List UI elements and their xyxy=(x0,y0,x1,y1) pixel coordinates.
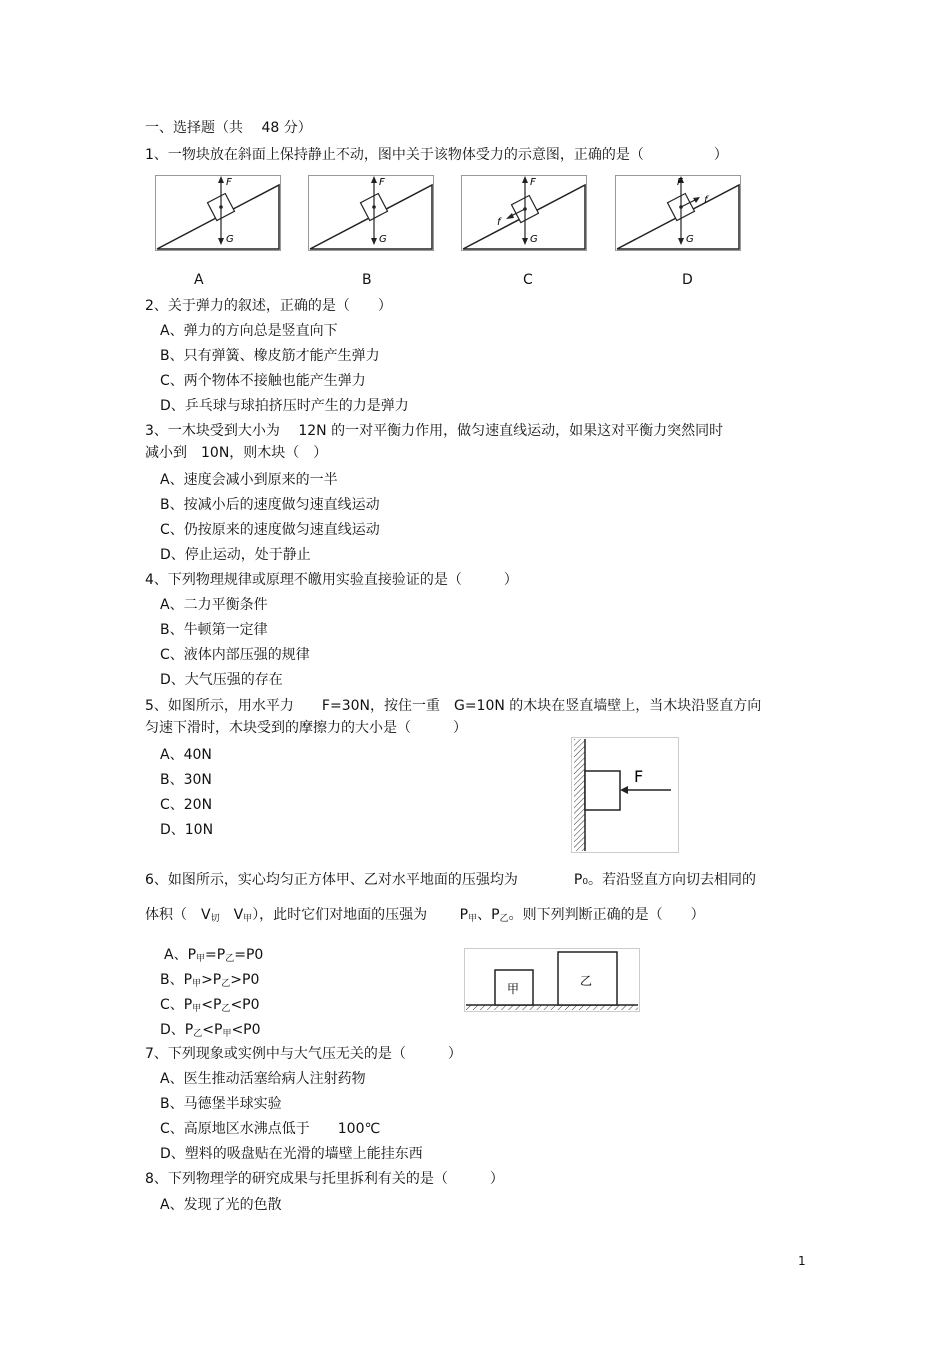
q1-label-b: B xyxy=(362,272,372,288)
q3-option-b: B、按减小后的速度做匀速直线运动 xyxy=(160,497,380,513)
q1-figure-b xyxy=(308,175,434,251)
question-2-stem: 2、关于弹力的叙述，正确的是（ ） xyxy=(145,298,392,314)
q3-option-c: C、仍按原来的速度做匀速直线运动 xyxy=(160,522,380,538)
force-label-g: G xyxy=(226,234,234,245)
svg-text:f: f xyxy=(497,217,501,228)
q1-figure-c xyxy=(461,175,587,251)
force-label: F xyxy=(634,767,644,786)
q7-option-a: A、医生推动活塞给病人注射药物 xyxy=(160,1071,366,1087)
q2-option-c: C、两个物体不接触也能产生弹力 xyxy=(160,373,366,389)
q4-option-b: B、牛顿第一定律 xyxy=(160,622,268,638)
block-yi-label: 乙 xyxy=(580,974,593,988)
q7-option-c: C、高原地区水沸点低于 100℃ xyxy=(160,1121,381,1137)
q1-figure-a xyxy=(155,175,281,251)
q5-option-a: A、40N xyxy=(160,747,212,763)
svg-text:F: F xyxy=(677,177,683,188)
q7-option-b: B、马德堡半球实验 xyxy=(160,1096,282,1112)
question-6-stem-line1: 6、如图所示，实心均匀正方体甲、乙对水平地面的压强均为 P₀。若沿竖直方向切去相同的 xyxy=(145,872,756,888)
q6-option-b: B、$P_甲>P_乙>P0$ xyxy=(160,972,260,989)
block-jia-label: 甲 xyxy=(507,982,520,996)
q3-option-a: A、速度会减小到原来的一半 xyxy=(160,472,338,488)
question-4-stem: 4、下列物理规律或原理不皦用实验直接验证的是（ ） xyxy=(145,572,518,588)
q6-option-a: A、$P_甲=P_乙=P0$ xyxy=(164,947,264,964)
svg-text:G: G xyxy=(379,234,387,245)
q1-label-d: D xyxy=(682,272,693,288)
question-5-stem-line2: 匀速下滑时，木块受到的摩擦力的大小是（ ） xyxy=(145,720,467,736)
question-8-stem: 8、下列物理学的研究成果与托里拆利有关的是（ ） xyxy=(145,1171,504,1187)
question-5-stem-line1: 5、如图所示，用水平力 F=30N，按住一重 G=10N 的木块在竖直墙壁上，当木块沿竖直方向 xyxy=(145,698,762,714)
q7-option-d: D、塑料的吸盘贴在光滑的墙壁上能挂东西 xyxy=(160,1146,423,1162)
svg-text:F: F xyxy=(530,177,536,188)
q1-figure-d xyxy=(615,175,741,251)
question-7-stem: 7、下列现象或实例中与大气压无关的是（ ） xyxy=(145,1046,462,1062)
question-6-stem-line2: 体积（ $V_切$ $V_甲$），此时它们对地面的压强为 $P_甲$、$P_乙$。则下列判断正确的是（ ） xyxy=(145,907,705,924)
q5-option-d: D、10N xyxy=(160,822,214,838)
q6-blocks-figure xyxy=(464,948,640,1012)
section-title: 一、选择题（共 48 分） xyxy=(145,120,312,136)
q4-option-c: C、液体内部压强的规律 xyxy=(160,647,310,663)
q5-option-b: B、30N xyxy=(160,772,212,788)
q2-option-a: A、弹力的方向总是竖直向下 xyxy=(160,323,338,339)
q2-option-b: B、只有弹簧、橡皮筋才能产生弹力 xyxy=(160,348,380,364)
q1-label-a: A xyxy=(194,272,204,288)
q5-wall-figure xyxy=(571,737,679,853)
svg-text:F: F xyxy=(379,177,385,188)
svg-text:G: G xyxy=(530,234,538,245)
page-number: 1 xyxy=(798,1254,806,1268)
question-3-stem-line1: 3、一木块受到大小为 12N 的一对平衡力作用，做匀速直线运动，如果这对平衡力突然同时 xyxy=(145,423,724,439)
q1-label-c: C xyxy=(523,272,533,288)
q5-option-c: C、20N xyxy=(160,797,213,813)
q6-option-c: C、$P_甲<P_乙<P0$ xyxy=(160,997,260,1014)
svg-text:G: G xyxy=(686,234,694,245)
q2-option-d: D、乒乓球与球拍挤压时产生的力是弹力 xyxy=(160,398,409,414)
q4-option-a: A、二力平衡条件 xyxy=(160,597,268,613)
question-1-stem: 1、一物块放在斜面上保持静止不动，图中关于该物体受力的示意图，正确的是（ ） xyxy=(145,147,728,163)
q6-option-d: D、$P_乙<P_甲<P0$ xyxy=(160,1022,261,1039)
svg-text:f: f xyxy=(704,195,708,206)
q3-option-d: D、停止运动，处于静止 xyxy=(160,547,311,563)
question-3-stem-line2: 减小到 10N，则木块（ ） xyxy=(145,445,328,461)
q4-option-d: D、大气压强的存在 xyxy=(160,672,283,688)
force-label-f: F xyxy=(226,177,232,188)
q8-option-a: A、发现了光的色散 xyxy=(160,1197,282,1213)
